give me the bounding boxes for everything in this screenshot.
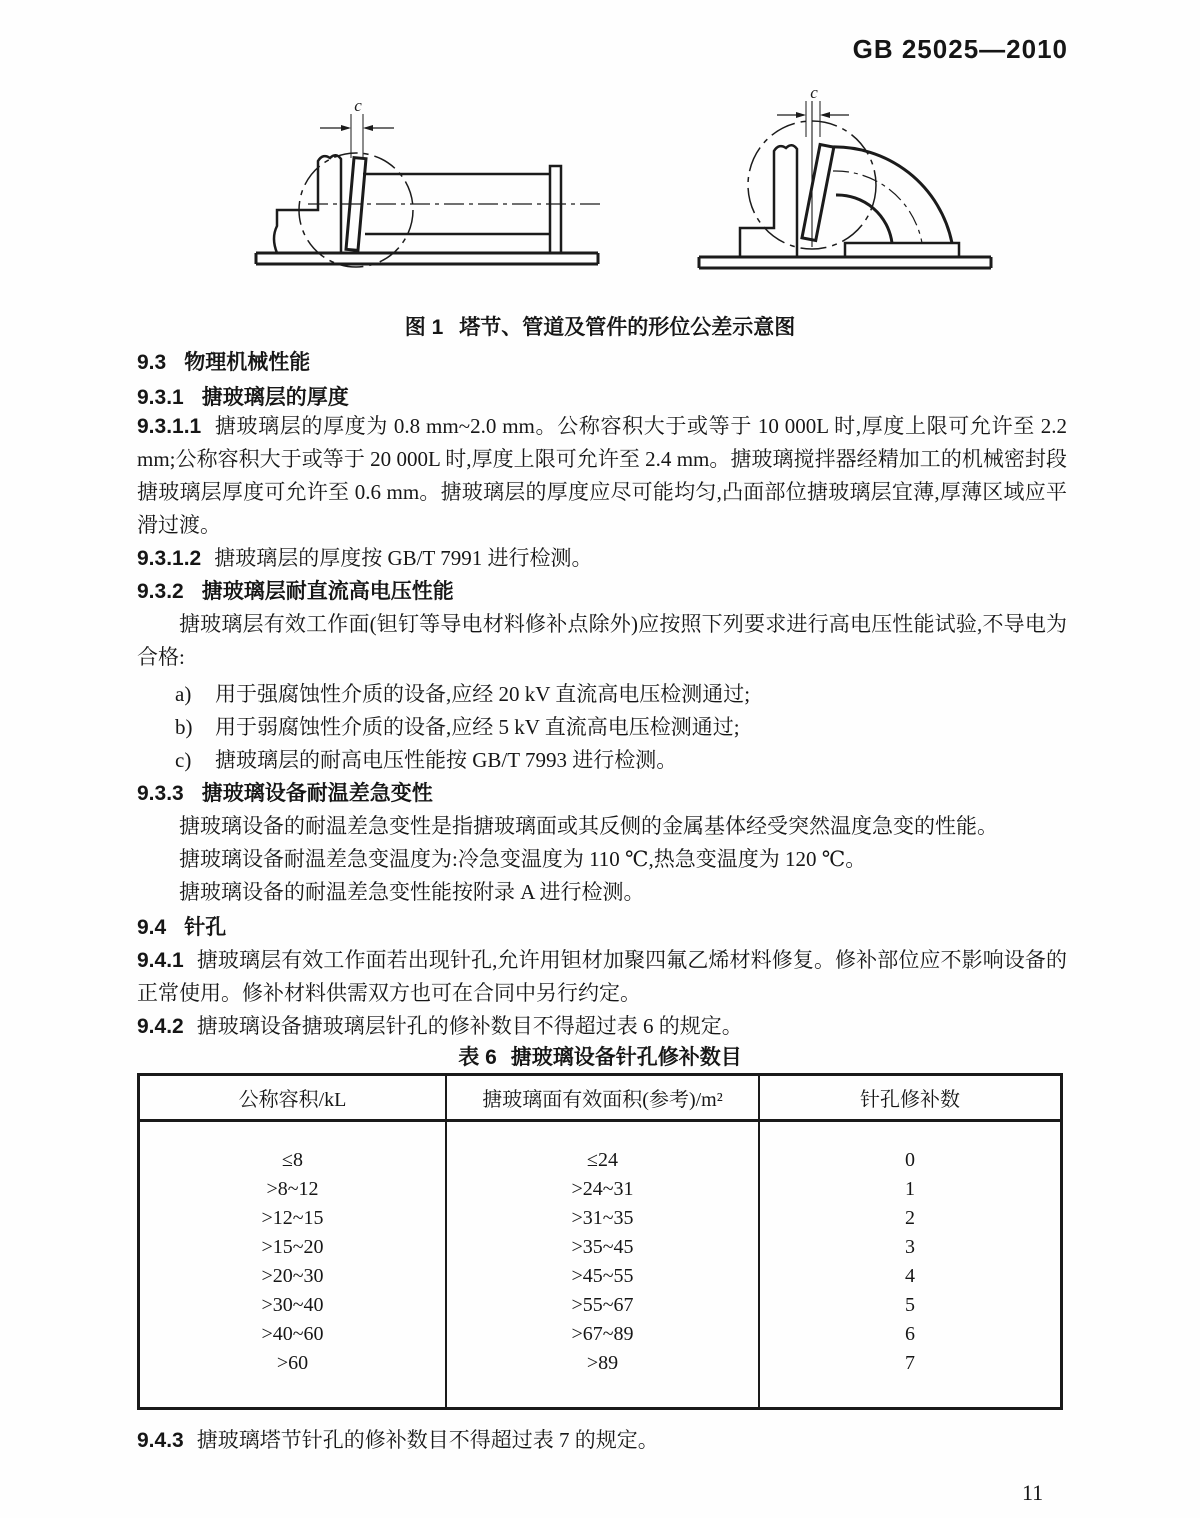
table-cell: >89 bbox=[586, 1352, 619, 1374]
clause-text: 搪玻璃设备耐温差急变温度为:冷急变温度为 110 ℃,热急变温度为 120 ℃。 bbox=[179, 847, 867, 871]
table-cell: >30~40 bbox=[261, 1294, 324, 1316]
clause-number: 9.4.2 bbox=[137, 1015, 184, 1038]
clause-text: 搪玻璃层的厚度为 0.8 mm~2.0 mm。公称容积大于或等于 10 000L 时,厚度上限可允许至 2.2 mm;公称容积大于或等于 20 000L 时,厚度上限可允许至 2.4 mm。搪玻璃搅拌器经精加工的机械密封段搪玻璃层厚度可允许至 0.6 mm。搪玻璃层的厚度应尽可能均匀,凸面部位搪玻璃层宜薄,厚薄区域应平滑过渡。 bbox=[137, 414, 1067, 537]
table-cell: >15~20 bbox=[261, 1236, 324, 1258]
heading-number: 9.3.1 bbox=[137, 386, 184, 409]
standard-code: GB 25025—2010 bbox=[852, 34, 1068, 64]
clause-text: 搪玻璃塔节针孔的修补数目不得超过表 7 的规定。 bbox=[196, 1428, 659, 1452]
heading-number: 9.3.3 bbox=[137, 782, 184, 805]
dimension-label: c bbox=[354, 98, 362, 115]
figure-right-elbow-diagram bbox=[693, 85, 998, 297]
list-item-label: b) bbox=[175, 715, 193, 739]
list-item-c bbox=[175, 744, 1065, 777]
table-cell: >8~12 bbox=[266, 1178, 319, 1200]
heading-title: 物理机械性能 bbox=[184, 351, 311, 374]
table-header-cell: 搪玻璃面有效面积(参考)/m² bbox=[447, 1076, 760, 1122]
table-cell: ≤24 bbox=[587, 1149, 618, 1171]
heading-9-3-2 bbox=[137, 575, 454, 605]
extension-lines bbox=[351, 114, 363, 158]
base-plate bbox=[256, 253, 598, 264]
table-cell: ≤8 bbox=[282, 1149, 303, 1171]
base-plate bbox=[699, 257, 991, 268]
heading-number: 9.4 bbox=[137, 916, 167, 939]
clause-text: 搪玻璃层的厚度按 GB/T 7991 进行检测。 bbox=[214, 546, 593, 570]
clause-text: 搪玻璃层有效工作面(钽钉等导电材料修补点除外)应按照下列要求进行高电压性能试验,不导电为合格: bbox=[137, 612, 1067, 669]
arrowhead-icon bbox=[341, 125, 351, 131]
elbow-center-line bbox=[833, 171, 922, 243]
heading-9-3 bbox=[137, 346, 310, 376]
clause-number: 9.3.1.2 bbox=[137, 547, 202, 570]
bottom-flange bbox=[845, 243, 959, 257]
wall-shape bbox=[740, 145, 797, 257]
table-cell: >67~89 bbox=[571, 1323, 634, 1345]
dimension-label: c bbox=[810, 85, 818, 102]
table-column-repairs bbox=[760, 1122, 1060, 1407]
list-item-label: c) bbox=[175, 748, 192, 772]
list-item-text: 搪玻璃层的耐高电压性能按 GB/T 7993 进行检测。 bbox=[215, 748, 678, 772]
table-cell: >24~31 bbox=[571, 1178, 634, 1200]
list-item-a bbox=[175, 678, 1065, 711]
table-cell: 4 bbox=[905, 1265, 915, 1287]
table-cell: >35~45 bbox=[571, 1236, 634, 1258]
flange-plate bbox=[802, 145, 834, 241]
figure-left-pipe-diagram bbox=[250, 98, 605, 293]
heading-9-3-3 bbox=[137, 777, 433, 807]
clause-text: 搪玻璃层有效工作面若出现针孔,允许用钽材加聚四氟乙烯材料修复。修补部位应不影响设备的正常使用。修补材料供需双方也可在合同中另行约定。 bbox=[137, 948, 1067, 1005]
table-cell: >45~55 bbox=[571, 1265, 634, 1287]
table-label: 表 6 bbox=[458, 1046, 497, 1069]
clause-text: 搪玻璃设备的耐温差急变性是指搪玻璃面或其反侧的金属基体经受突然温度急变的性能。 bbox=[179, 814, 998, 838]
clause-9-4-1 bbox=[137, 944, 1067, 1010]
heading-9-4 bbox=[137, 911, 226, 941]
list-item-label: a) bbox=[175, 682, 192, 706]
table-cell: 2 bbox=[905, 1207, 915, 1229]
heading-title: 针孔 bbox=[184, 916, 227, 939]
table-header-cell: 公称容积/kL bbox=[140, 1076, 447, 1122]
heading-9-3-1 bbox=[137, 381, 349, 411]
clause-number: 9.4.1 bbox=[137, 949, 184, 972]
table-cell: >31~35 bbox=[571, 1207, 634, 1229]
clause-number: 9.3.1.1 bbox=[137, 415, 202, 438]
list-item-text: 用于强腐蚀性介质的设备,应经 20 kV 直流高电压检测通过; bbox=[215, 682, 751, 706]
clause-9-3-3-p1 bbox=[137, 810, 1067, 843]
table-cell: >20~30 bbox=[261, 1265, 324, 1287]
page-number: 11 bbox=[1022, 1480, 1044, 1505]
clause-9-4-2 bbox=[137, 1010, 1067, 1043]
table-cell: 6 bbox=[905, 1323, 915, 1345]
table-column-volume bbox=[140, 1122, 447, 1407]
table-cell: 0 bbox=[905, 1149, 915, 1171]
table-cell: >40~60 bbox=[261, 1323, 324, 1345]
table-title-text: 搪玻璃设备针孔修补数目 bbox=[510, 1046, 742, 1069]
heading-title: 搪玻璃设备耐温差急变性 bbox=[201, 782, 433, 805]
table-cell: 7 bbox=[905, 1352, 915, 1374]
clause-9-3-3-p3 bbox=[137, 876, 1067, 909]
clause-9-3-2-intro bbox=[137, 608, 1067, 674]
table-6 bbox=[137, 1073, 1063, 1410]
clause-9-3-1-2 bbox=[137, 542, 1067, 575]
table-cell: 5 bbox=[905, 1294, 915, 1316]
extension-lines bbox=[806, 101, 820, 137]
table-cell: >60 bbox=[276, 1352, 309, 1374]
pipe-end-plate bbox=[550, 166, 561, 253]
wall-shape bbox=[274, 155, 341, 253]
heading-title: 搪玻璃层耐直流高电压性能 bbox=[201, 580, 454, 603]
table-cell: >55~67 bbox=[571, 1294, 634, 1316]
table-6-title bbox=[0, 1041, 1200, 1071]
clause-text: 搪玻璃设备的耐温差急变性能按附录 A 进行检测。 bbox=[179, 880, 645, 904]
elbow-inner-arc bbox=[836, 195, 892, 243]
heading-number: 9.3.2 bbox=[137, 580, 184, 603]
table-header-cell: 针孔修补数 bbox=[760, 1076, 1060, 1122]
arrowhead-icon bbox=[363, 125, 373, 131]
figure-caption-label: 图 1 bbox=[404, 316, 444, 339]
heading-title: 搪玻璃层的厚度 bbox=[201, 386, 349, 409]
list-item-b bbox=[175, 711, 1065, 744]
clause-9-3-1-1 bbox=[137, 410, 1067, 542]
figure-caption-text: 塔节、管道及管件的形位公差示意图 bbox=[459, 316, 796, 339]
figure-caption bbox=[0, 311, 1200, 341]
clause-text: 搪玻璃设备搪玻璃层针孔的修补数目不得超过表 6 的规定。 bbox=[196, 1014, 743, 1038]
table-cell: >12~15 bbox=[261, 1207, 324, 1229]
arrowhead-icon bbox=[820, 112, 830, 118]
table-cell: 3 bbox=[905, 1236, 915, 1258]
table-column-area bbox=[447, 1122, 760, 1407]
arrowhead-icon bbox=[796, 112, 806, 118]
list-item-text: 用于弱腐蚀性介质的设备,应经 5 kV 直流高电压检测通过; bbox=[215, 715, 740, 739]
table-cell: 1 bbox=[905, 1178, 915, 1200]
clause-9-3-3-p2 bbox=[137, 843, 1067, 876]
clause-9-4-3 bbox=[137, 1424, 1067, 1457]
clause-number: 9.4.3 bbox=[137, 1429, 184, 1452]
heading-number: 9.3 bbox=[137, 351, 167, 374]
